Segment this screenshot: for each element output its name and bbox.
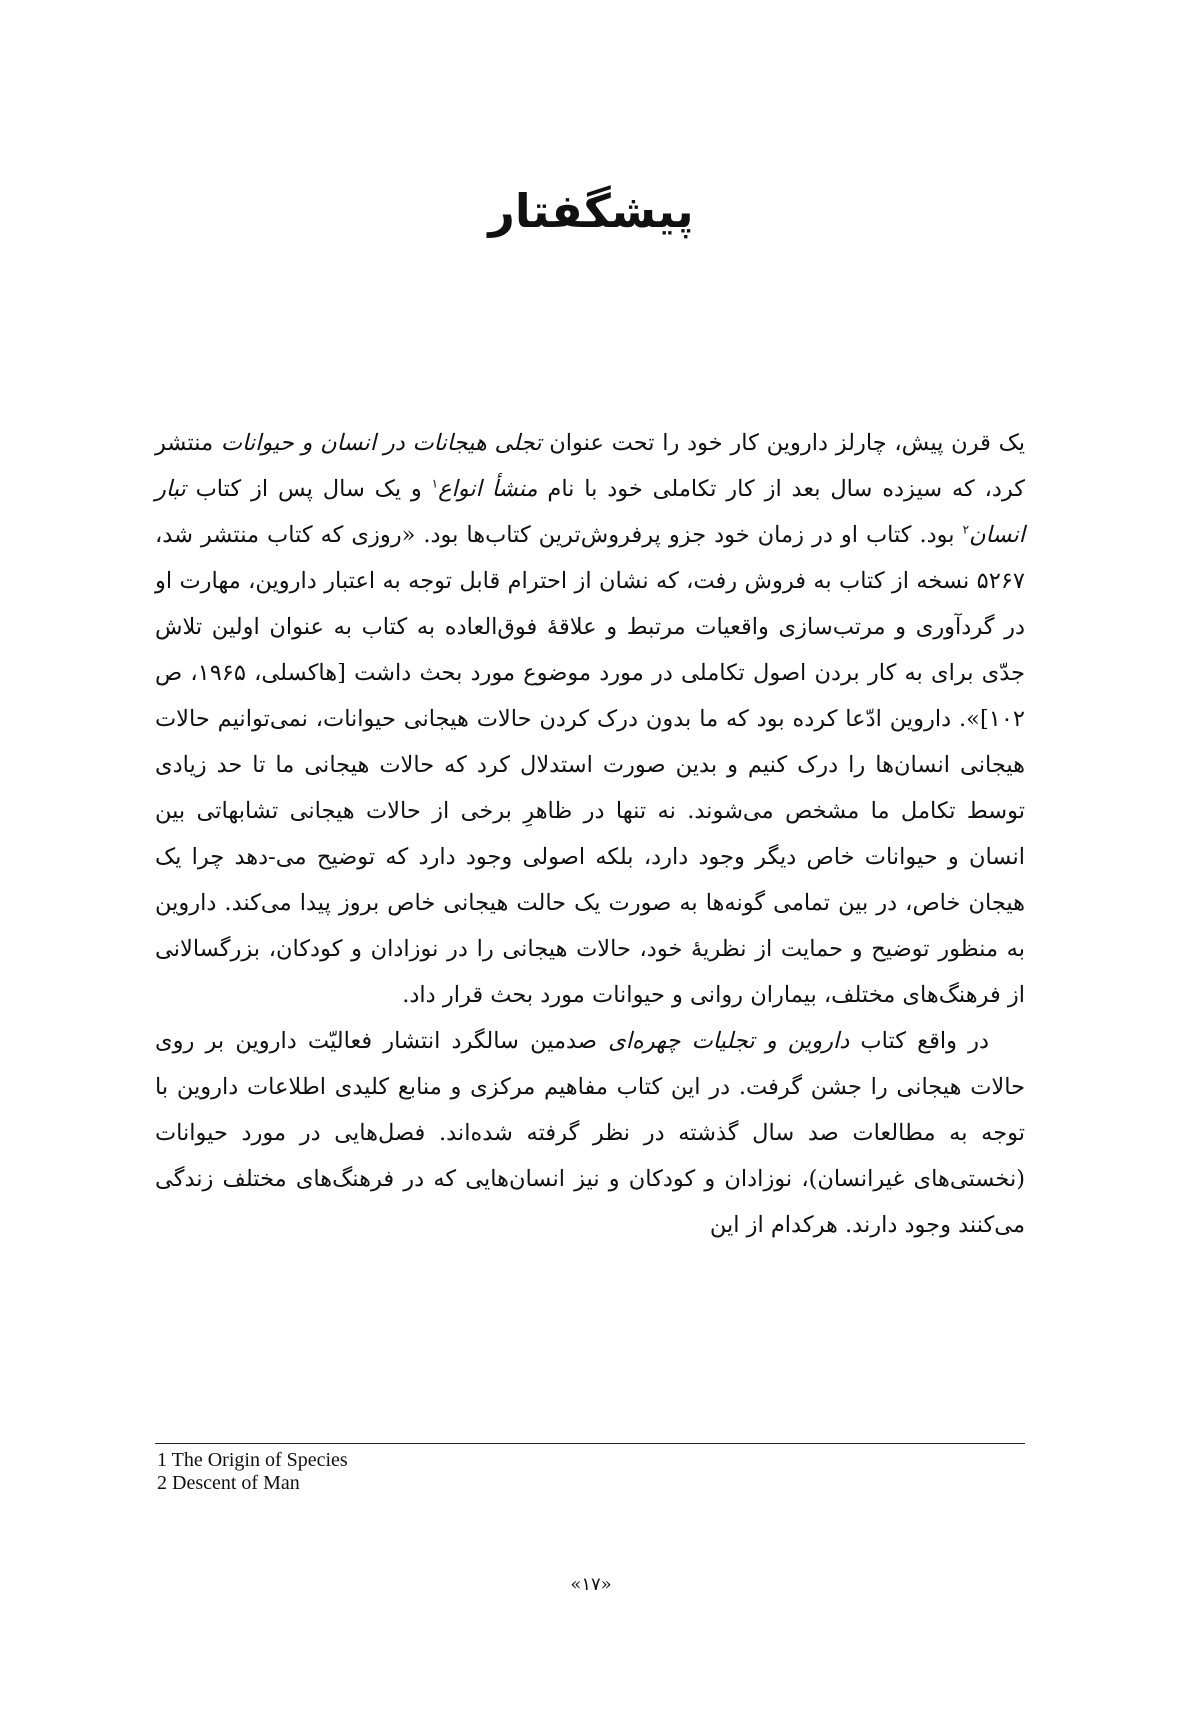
paragraph bbox=[155, 1018, 1025, 1248]
footnote-divider bbox=[155, 1443, 1025, 1444]
body-text bbox=[155, 420, 1025, 1248]
text-run: صدمین سالگرد انتشار فعالیّت داروین بر روی حالات هیجانی را جشن گرفت. در این کتاب مفاهیم مرکزی و منابع کلیدی اطلاعات داروین با توجه به مطالعات صد سال گذشته در نظر گرفته شده‌اند. فصل‌هایی در مورد حیوانات (نخستی‌های غیرانسان)، نوزادان و کودکان و نیز انسان‌هایی که در فرهنگ‌های مختلف زندگی می‌کنند وجود دارند. هرکدام از این bbox=[155, 1028, 1025, 1238]
book-title: تجلی هیجانات در انسان و حیوانات bbox=[220, 430, 542, 456]
text-run: در واقع کتاب bbox=[849, 1028, 989, 1054]
page-title: پیشگفتار bbox=[488, 184, 694, 238]
paragraph bbox=[155, 420, 1025, 1018]
footnote: 1 The Origin of Species bbox=[157, 1449, 348, 1471]
footnote-mark: ۲ bbox=[962, 522, 970, 537]
footnotes bbox=[157, 1449, 348, 1495]
text-run: یک قرن پیش، چارلز داروین کار خود را تحت عنوان bbox=[541, 430, 1025, 456]
text-run: منتشر کرد، که سیزده سال بعد از کار تکاملی خود با نام bbox=[155, 430, 1025, 502]
text-run: بود. کتاب او در زمان خود جزو پرفروش‌ترین کتاب‌ها بود. «روزی که کتاب منتشر شد، ۵۲۶۷ نسخه از کتاب به فروش رفت، که نشان از احترام قابل توجه به اعتبار داروین، مهارت او در گردآوری و مرتب‌سازی واقعیات مرتبط و علاقهٔ فوق‌العاده به کتاب به عنوان اولین تلاش جدّی برای به کار بردن اصول تکاملی در مورد موضوع مورد بحث داشت [هاکسلی، ۱۹۶۵، ص ۱۰۲]». داروین ادّعا کرده بود که ما بدون درک کردن حالات هیجانی حیوانات، نمی‌توانیم حالات هیجانی انسان‌ها را درک کنیم و بدین صورت استدلال کرد که حالات هیجانی ما تا حد زیادی توسط تکامل ما مشخص می‌شوند. نه تنها در ظاهرِ برخی از حالات هیجانی تشابهاتی بین انسان و حیوانات خاص دیگر وجود دارد، بلکه اصولی وجود دارد که توضیح می-دهد چرا یک هیجان خاص، در بین تمامی گونه‌ها به صورت یک حالت هیجانی خاص بروز پیدا می‌کند. داروین به منظور توضیح و حمایت از نظریهٔ خود، حالات هیجانی را در نوزادان و کودکان، بزرگسالانی از فرهنگ‌های مختلف، بیماران روانی و حیوانات مورد بحث قرار داد. bbox=[155, 522, 1025, 1008]
book-title: منشأ انواع bbox=[438, 476, 538, 502]
footnote: 2 Descent of Man bbox=[157, 1472, 300, 1494]
text-run: و یک سال پس از کتاب bbox=[185, 476, 432, 502]
book-title: داروین و تجلیات چهره‌ای bbox=[608, 1028, 850, 1054]
footnote-mark: ۱ bbox=[431, 476, 439, 491]
book-title: تبار انسان bbox=[155, 476, 1025, 548]
page-number: «۱۷» bbox=[570, 1574, 612, 1595]
